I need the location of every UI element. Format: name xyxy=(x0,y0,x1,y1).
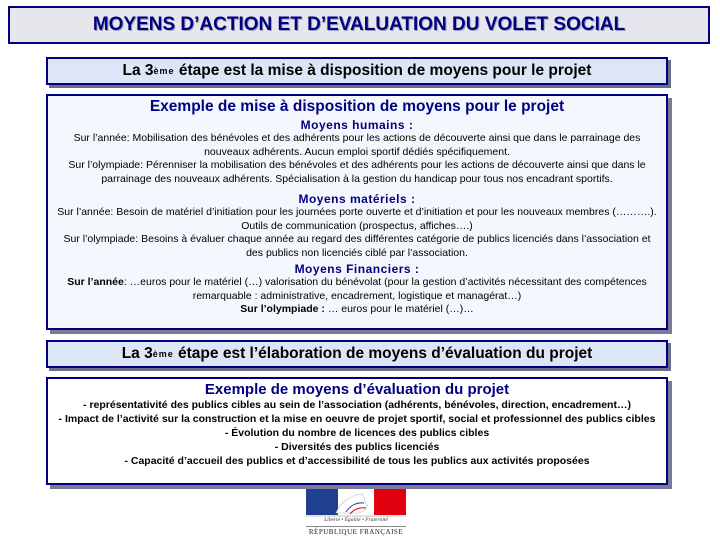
human-means-year xyxy=(54,132,660,159)
republique-francaise-logo xyxy=(306,489,406,537)
year-label: Sur l’année xyxy=(67,276,124,288)
evaluation-example-panel xyxy=(46,377,668,485)
year-text: : …euros pour le matériel (…) valorisation du bénévolat (pour la gestion d’activités nécessitant des compétences remarquable : administrative, encadrement, logistique et managérat…) xyxy=(123,276,647,302)
year-text: : Besoin de matériel d’initiation pour les journées porte ouverte et d’initiation et pour les nouveaux membres (……….). Outils de communication (prospectus, affiches….) xyxy=(110,206,657,232)
step-2-sup: ème xyxy=(152,349,174,359)
olympiad-text: : Pérenniser la mobilisation des bénévoles et des adhérents pour les actions de découverte ainsi que dans le parrainage des nouveaux adhérents. Spécialisation à la gestion du handicap pour tous nos encadrant sportifs. xyxy=(101,159,646,185)
step-2-prefix: La 3 xyxy=(121,345,153,362)
step-1-sup: ème xyxy=(153,66,175,76)
material-means-olympiad xyxy=(54,233,660,260)
olympiad-label: Sur l’olympiade xyxy=(68,159,141,171)
evaluation-item: - Impact de l’activité sur la construction et la mise en oeuvre de projet sportif, social et professionnel des publics cibles xyxy=(58,413,656,425)
step-3-means-banner xyxy=(46,57,668,85)
year-label: Sur l’année xyxy=(57,206,111,218)
financial-means-year xyxy=(54,276,660,303)
financial-means-heading: Moyens Financiers : xyxy=(294,262,420,276)
slide-title: MOYENS D’ACTION ET D’EVALUATION DU VOLET SOCIAL xyxy=(92,14,626,35)
human-means-olympiad xyxy=(54,159,660,186)
financial-means-olympiad xyxy=(54,303,660,317)
material-means-heading: Moyens matériels : xyxy=(298,192,416,206)
slide-title-banner xyxy=(8,6,710,44)
olympiad-label: Sur l’olympiade xyxy=(63,233,136,245)
step-2-rest: étape est l’élaboration de moyens d’évaluation du projet xyxy=(173,345,593,362)
material-means-year xyxy=(54,206,660,233)
year-text: : Mobilisation des bénévoles et des adhérents pour les actions de découverte ainsi que dans le parrainage des nouveaux adhérents. Aucun emploi sportif dédiés spécifiquement. xyxy=(126,132,641,158)
evaluation-example-heading: Exemple de moyens d’évaluation du projet xyxy=(204,381,510,398)
evaluation-item: - Capacité d’accueil des publics et d’accessibilité de tous les publics aux activités proposées xyxy=(124,455,590,467)
evaluation-item: - Évolution du nombre de licences des publics cibles xyxy=(224,427,490,439)
year-label: Sur l’année xyxy=(73,132,127,144)
step-1-rest: étape est la mise à disposition de moyens pour le projet xyxy=(174,62,592,79)
logo-name: RÉPUBLIQUE FRANÇAISE xyxy=(306,526,406,536)
olympiad-label: Sur l’olympiade : xyxy=(240,303,325,315)
step-3-evaluation-banner xyxy=(46,340,668,368)
evaluation-item: - Diversités des publics licenciés xyxy=(274,441,440,453)
human-means-heading: Moyens humains : xyxy=(300,118,414,132)
olympiad-text: : Besoins à évaluer chaque année au regard des différentes catégorie de publics licenciés dans l’association et des publics non licenciés ciblé par l’association. xyxy=(135,233,651,259)
logo-motto: Liberté • Égalité • Fraternité xyxy=(324,517,388,523)
means-example-panel xyxy=(46,94,668,330)
means-example-heading: Exemple de mise à disposition de moyens pour le projet xyxy=(149,98,565,115)
evaluation-item: - représentativité des publics cibles au sein de l’association (adhérents, bénévoles, direction, encadrement…) xyxy=(83,399,631,411)
step-1-prefix: La 3 xyxy=(122,62,154,79)
olympiad-text: … euros pour le matériel (…)… xyxy=(324,303,474,315)
